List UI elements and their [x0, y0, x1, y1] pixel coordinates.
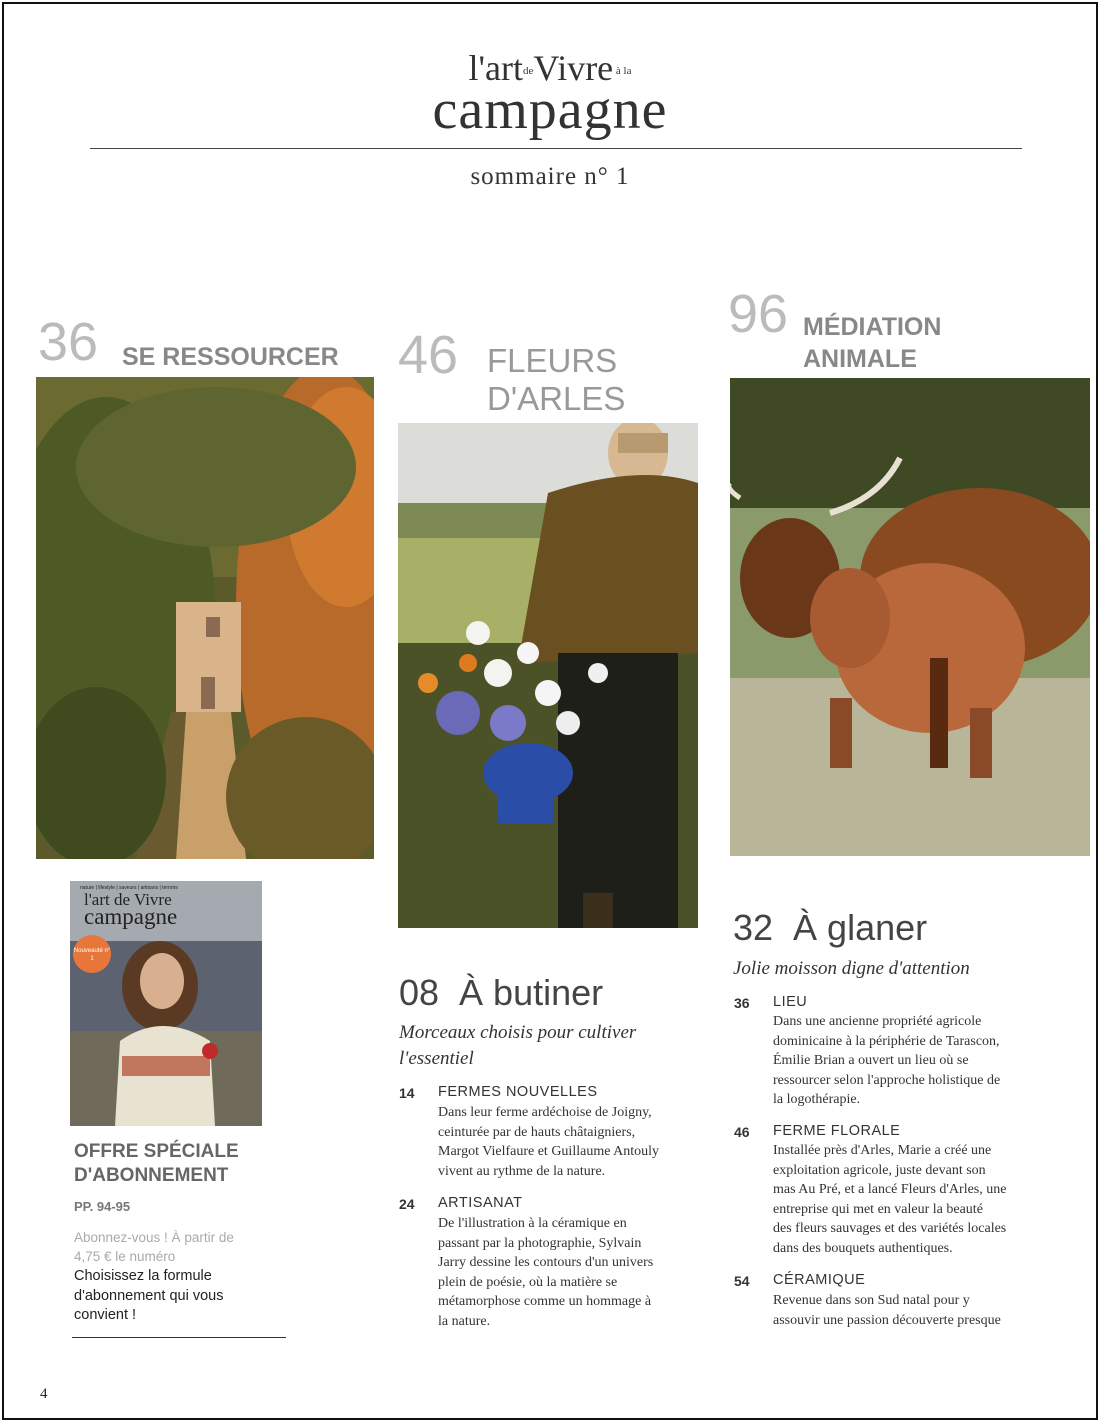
- entry-page-24: 24: [399, 1196, 415, 1212]
- page-number: 4: [40, 1386, 48, 1402]
- magazine-cover-image: [70, 881, 262, 1126]
- offer-text-light-2: 4,75 € le numéro: [74, 1249, 176, 1264]
- sommaire-title: sommaire n° 1: [470, 163, 630, 190]
- feature-title-mediation-line2: ANIMALE: [803, 345, 917, 373]
- feature-title-mediation-line1: MÉDIATION: [803, 313, 942, 341]
- photo-florist-bouquet: [398, 423, 698, 928]
- photo-highland-cattle: [730, 378, 1090, 856]
- offer-pages: PP. 94-95: [74, 1199, 131, 1214]
- entry-page-46: 46: [734, 1124, 750, 1140]
- entry-text-fermes-nouvelles: Dans leur ferme ardéchoise de Joigny, ceinturée par de hauts châtaigniers, Margot Vielfaure et Guillaume Antouly vivent au rythme de la nature.: [438, 1105, 660, 1179]
- entry-text-artisanat: De l'illustration à la céramique en passant par la photographie, Sylvain Jarry dessine les contours d'un univers plein de poésie, où la matière se métamorphose comme un hommage à la nature.: [438, 1216, 654, 1329]
- rubric-subtitle-butiner-1: Morceaux choisis pour cultiver: [399, 1022, 637, 1043]
- offer-rule: [72, 1337, 286, 1338]
- feature-title-fleurs-line2: D'ARLES: [487, 380, 626, 417]
- feature-number-46: 46: [398, 325, 459, 385]
- cover-badge: Nouveauté n° 1: [73, 935, 111, 973]
- entry-text-ferme-florale: Installée près d'Arles, Marie a créé une exploitation agricole, juste devant son mas Au Pré, et a lancé Fleurs d'Arles, une entreprise qui met en valeur la beauté des fleurs sauvages et des variétés locales dans des bouquets authentiques.: [773, 1143, 1007, 1256]
- entry-title-lieu: LIEU: [773, 994, 808, 1010]
- rubric-subtitle-glaner: Jolie moisson digne d'attention: [733, 958, 970, 979]
- feature-number-96: 96: [728, 284, 789, 344]
- feature-title-fleurs-line1: FLEURS: [487, 342, 618, 379]
- entry-text-lieu: Dans une ancienne propriété agricole dominicaine à la périphérie de Tarascon, Émilie Brian a ouvert un lieu où se ressourcer selon l'approche holistique de la logothérapie.: [773, 1014, 1001, 1108]
- photo-garden-path: [36, 377, 374, 859]
- entry-title-fermes-nouvelles: FERMES NOUVELLES: [438, 1084, 598, 1100]
- cover-tagline: nature | lifestyle | saveurs | artisans | terroirs: [80, 885, 178, 891]
- entry-title-ceramique: CÉRAMIQUE: [773, 1272, 866, 1288]
- cover-logo-line1: l'art de Vivre: [84, 890, 172, 909]
- rubric-heading-butiner: 08 À butiner: [399, 972, 604, 1013]
- entry-page-14: 14: [399, 1085, 415, 1101]
- magazine-logo-campagne: campagne: [432, 79, 668, 141]
- offer-text-light-1: Abonnez-vous ! À partir de: [74, 1230, 234, 1245]
- offer-title-line1: OFFRE SPÉCIALE: [74, 1141, 239, 1162]
- offer-text-dark-2: d'abonnement qui vous: [74, 1288, 224, 1304]
- feature-number-36: 36: [38, 312, 99, 372]
- magazine-logo-top: l'artdeVivre à la: [468, 48, 632, 88]
- entry-text-ceramique: Revenue dans son Sud natal pour y assouvir une passion découverte presque: [773, 1293, 1001, 1328]
- cover-logo-line2: campagne: [84, 904, 178, 929]
- entry-title-artisanat: ARTISANAT: [438, 1195, 523, 1211]
- rubric-subtitle-butiner-2: l'essentiel: [399, 1048, 474, 1069]
- feature-title-se-ressourcer: SE RESSOURCER: [122, 343, 339, 371]
- rubric-heading-glaner: 32 À glaner: [733, 907, 928, 948]
- offer-text-dark-1: Choisissez la formule: [74, 1268, 212, 1284]
- offer-text-dark-3: convient !: [74, 1307, 137, 1323]
- entry-page-36: 36: [734, 995, 750, 1011]
- entry-title-ferme-florale: FERME FLORALE: [773, 1123, 901, 1139]
- masthead-rule: [90, 148, 1022, 149]
- entry-page-54: 54: [734, 1273, 750, 1289]
- offer-title-line2: D'ABONNEMENT: [74, 1165, 229, 1186]
